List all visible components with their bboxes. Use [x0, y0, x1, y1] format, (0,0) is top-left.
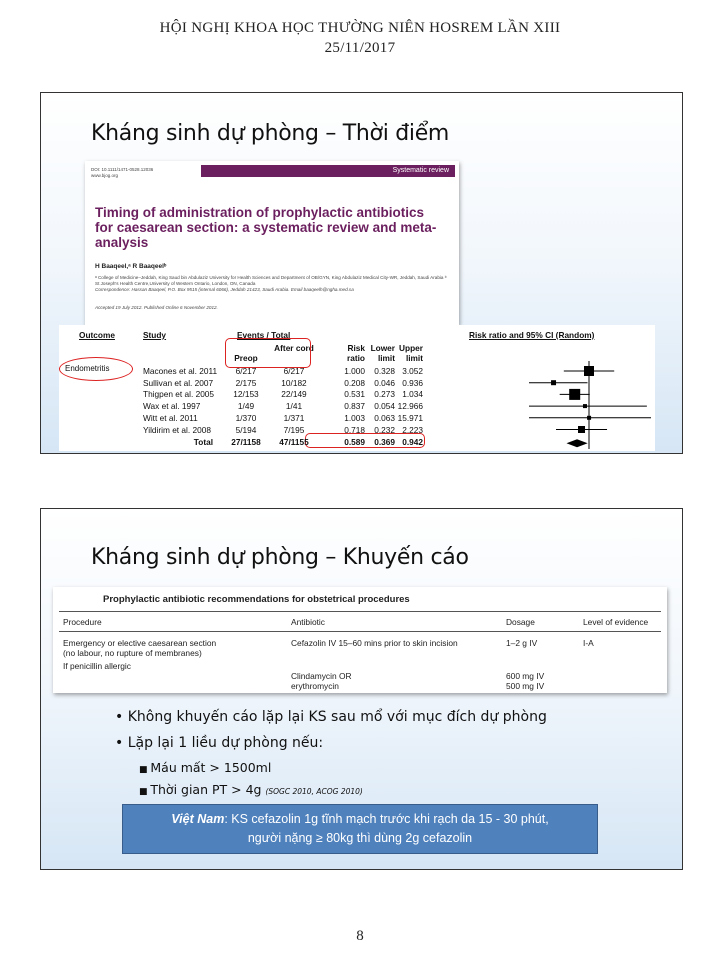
forest-cell-upper: 2.223	[402, 424, 423, 435]
forest-cell-after: 6/217	[283, 366, 305, 376]
bullet-item: • Lặp lại 1 liều dự phòng nếu:	[115, 735, 324, 751]
forest-point-square	[587, 416, 591, 420]
forest-cell-after: 1/371	[283, 412, 305, 423]
citation-note: (SOGC 2010, ACOG 2010)	[265, 787, 363, 796]
forest-point-square	[584, 366, 594, 376]
header-events: Events / Total	[237, 330, 291, 340]
forest-cell-lower: 0.063	[374, 412, 395, 423]
forest-cell-lower: 0.054	[374, 401, 395, 412]
recommendation-table	[53, 587, 667, 693]
vietnam-label: Việt Nam	[171, 812, 225, 826]
forest-cell-rr: 1.000	[344, 366, 365, 376]
header-title: HỘI NGHỊ KHOA HỌC THƯỜNG NIÊN HOSREM LẦN XIII	[159, 20, 561, 36]
vietnam-line2: người nặng ≥ 80kg thì dùng 2g cefazolin	[247, 831, 473, 845]
header-study: Study	[143, 330, 167, 340]
bullet-dot-icon: •	[115, 735, 128, 751]
forest-point-square	[578, 426, 585, 433]
forest-cell-preop: 2/175	[235, 377, 257, 388]
table-caption: Prophylactic antibiotic recommendations for obstetrical procedures	[103, 594, 410, 605]
forest-cell-upper: 0.936	[402, 377, 423, 388]
total-preop: 27/1158	[231, 437, 261, 447]
total-lower: 0.369	[374, 437, 395, 447]
forest-cell-study: Macones et al. 2011	[143, 366, 218, 376]
forest-cell-study: Yildirim et al. 2008	[143, 424, 211, 435]
header-lower: Lower	[370, 343, 395, 353]
forest-cell-rr: 1.003	[344, 412, 365, 423]
highlight-ellipse-outcome	[59, 357, 133, 381]
forest-cell-lower: 0.046	[374, 377, 395, 388]
paper-doi-block	[91, 167, 153, 179]
forest-cell-preop: 1/49	[237, 401, 255, 412]
forest-total-diamond	[566, 439, 587, 447]
header-preop: Preop	[234, 353, 258, 363]
highlight-box-headers	[225, 338, 311, 368]
forest-cell-rr: 0.837	[344, 401, 365, 412]
header-date: 25/11/2017	[324, 40, 396, 56]
forest-cell-study: Wax et al. 1997	[143, 401, 201, 412]
forest-cell-study: Witt et al. 2011	[143, 412, 198, 423]
header-lower-limit: limit	[377, 353, 395, 363]
paper-title: Timing of administration of prophylactic antibiotics for caesarean section: a systematic review and meta-analysis	[95, 205, 437, 250]
sub-bullet-item: ■ Thời gian PT > 4g (SOGC 2010, ACOG 2010)	[139, 782, 363, 797]
forest-cell-upper: 3.052	[402, 366, 423, 376]
table-rule-top	[59, 611, 661, 612]
total-rr: 0.589	[344, 437, 365, 447]
forest-cell-lower: 0.273	[374, 389, 395, 400]
total-label: Total	[193, 437, 213, 447]
slide-title: Kháng sinh dự phòng – Thời điểm	[91, 121, 450, 146]
bullet-item: • Không khuyến cáo lặp lại KS sau mổ với mục đích dự phòng	[115, 709, 547, 725]
forest-cell-after: 7/195	[283, 424, 305, 435]
slide-recommendation	[40, 508, 683, 870]
table-rule-header	[59, 631, 661, 632]
row1-procedure-line1: Emergency or elective caesarean section	[63, 638, 217, 648]
row1-procedure-line2: (no labour, no rupture of membranes)	[63, 648, 202, 658]
forest-cell-lower: 0.232	[374, 424, 395, 435]
square-bullet-icon: ■	[139, 787, 151, 797]
forest-cell-upper: 1.034	[402, 389, 423, 400]
forest-cell-study: Sullivan et al. 2007	[143, 377, 214, 388]
paper-site: www.bjog.org	[91, 173, 119, 178]
header-after-cord: After cord	[274, 343, 314, 353]
row2-antibiotic-line2: erythromycin	[291, 681, 339, 691]
col-evidence: Level of evidence	[583, 617, 649, 627]
outcome-endometritis: Endometritis	[65, 364, 110, 373]
forest-cell-lower: 0.328	[374, 366, 395, 376]
forest-cell-preop: 12/153	[233, 389, 259, 400]
forest-cell-after: 22/149	[281, 389, 307, 400]
vietnam-recommendation-box	[122, 804, 598, 854]
row1-evidence: I-A	[583, 638, 594, 648]
header-upper: Upper	[399, 343, 423, 353]
header-outcome: Outcome	[79, 330, 115, 340]
total-after: 47/1155	[279, 437, 309, 447]
row2-antibiotic-line1: Clindamycin OR	[291, 671, 352, 681]
paper-affiliation: ᵃ College of Medicine–Jeddah, King Saud bin Abdulaziz University for Health Sciences and Department of OB/GYN, King Abdulaziz Medical City-WR, Jeddah, Saudi Arabia ᵇ St Joseph's Health Centre,University of Western Ontario, London, ON, Canada	[95, 275, 447, 286]
paper-affiliation-block	[95, 275, 447, 293]
row2-dosage-line2: 500 mg IV	[506, 681, 545, 691]
row2-procedure: If penicillin allergic	[63, 661, 131, 671]
forest-plot-table	[59, 325, 655, 451]
col-procedure: Procedure	[63, 617, 102, 627]
square-bullet-icon: ■	[139, 765, 151, 775]
forest-cell-after: 1/41	[285, 401, 303, 412]
header-upper-limit: limit	[405, 353, 423, 363]
paper-accepted: Accepted 19 July 2012. Published Online 6 November 2012.	[95, 305, 218, 310]
forest-point-square	[583, 404, 587, 408]
forest-cell-upper: 15.971	[397, 412, 423, 423]
forest-point-square	[569, 389, 580, 400]
forest-cell-after: 10/182	[281, 377, 307, 388]
forest-cell-rr: 0.531	[344, 389, 365, 400]
row2-dosage-line1: 600 mg IV	[506, 671, 545, 681]
forest-cell-rr: 0.208	[344, 377, 365, 388]
sub-bullet-item: ■ Máu mất > 1500ml	[139, 760, 272, 775]
paper-correspondence: Correspondence: Hassan Baaqeel, P.O. Box 9515 (internal 6066), Jeddah 21423, Saudi Arabia. Email baaqeelh@ngha.med.sa	[95, 287, 354, 292]
forest-cell-preop: 5/194	[235, 424, 257, 435]
header-risk: Risk	[347, 343, 365, 353]
slide-timing	[40, 92, 683, 454]
forest-cell-upper: 12.966	[397, 401, 423, 412]
paper-authors: H Baaqeel,ᵃ R Baaqeelᵇ	[95, 263, 167, 270]
paper-label-band: Systematic review	[201, 165, 455, 177]
header-ratio: ratio	[347, 353, 365, 363]
row1-dosage: 1–2 g IV	[506, 638, 538, 648]
bullet-dot-icon: •	[115, 709, 128, 725]
forest-cell-study: Thigpen et al. 2005	[143, 389, 215, 400]
col-dosage: Dosage	[506, 617, 535, 627]
forest-cell-preop: 6/217	[235, 366, 257, 376]
vietnam-line1: : KS cefazolin 1g tĩnh mạch trước khi rạch da 15 - 30 phút,	[224, 812, 549, 826]
total-upper: 0.942	[402, 437, 423, 447]
forest-cell-rr: 0.718	[344, 424, 365, 435]
forest-point-square	[551, 380, 556, 385]
row1-antibiotic: Cefazolin IV 15–60 mins prior to skin incision	[291, 638, 458, 648]
slide-title: Kháng sinh dự phòng – Khuyến cáo	[91, 545, 469, 570]
forest-plot-graphic	[437, 361, 655, 449]
page-number: 8	[356, 928, 364, 944]
col-antibiotic: Antibiotic	[291, 617, 325, 627]
forest-cell-preop: 1/370	[235, 412, 257, 423]
header-risk-ratio-ci: Risk ratio and 95% CI (Random)	[469, 330, 595, 340]
paper-abstract-image	[85, 161, 459, 325]
paper-doi: DOI: 10.1111/1471-0528.12036	[91, 167, 154, 172]
